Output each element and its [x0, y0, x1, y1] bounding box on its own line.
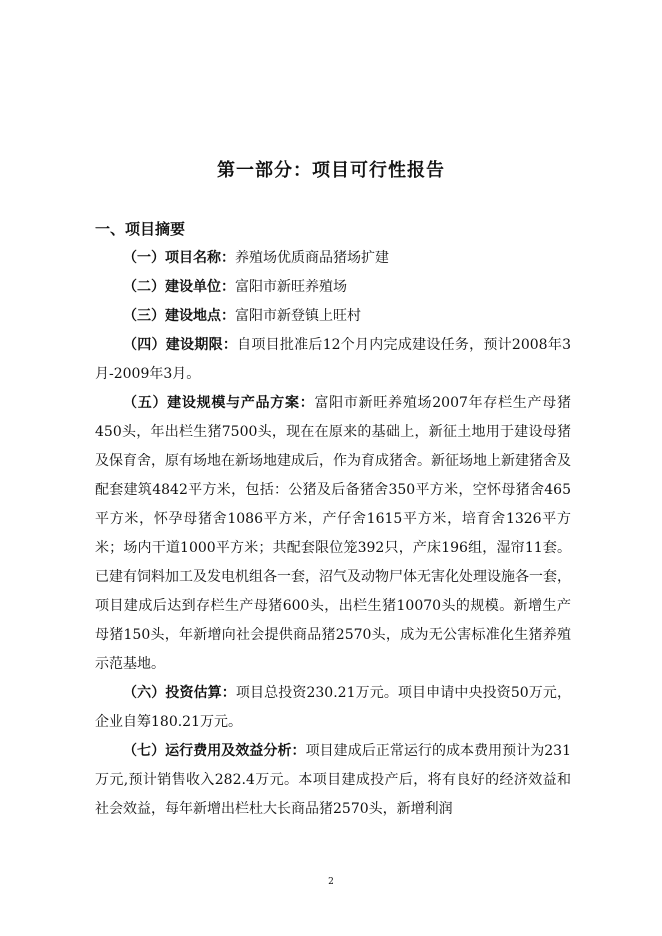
item-label: （六）投资估算：: [123, 685, 236, 701]
item-label: （四）建设期限：: [123, 337, 238, 353]
item-label: （五）建设规模与产品方案：: [123, 395, 315, 411]
item-text: 富阳市新旺养殖场2007年存栏生产母猪450头，年出栏生猪7500头，现在在原来的基础上，新征土地用于建设母猪及保育舍，原有场地在新场地建成后，作为育成猪舍。新征场地上新建猪舍及配套建筑4842平方米，包括：公猪及后备猪舍350平方米，空怀母猪舍465平方米，怀孕母猪舍1086平方米，产仔舍1615平方米，培育舍1326平方米；场内干道1000平方米；共配套限位笼392只，产床196组，湿帘11套。已建有饲料加工及发电机组各一套，沼气及动物尸体无害化处理设施各一套，项目建成后达到存栏生产母猪600头，出栏生猪10070头的规模。新增生产母猪150头，年新增向社会提供商品猪2570头，成为无公害标准化生猪养殖示范基地。: [95, 395, 571, 672]
page-title: 第一部分：项目可行性报告: [217, 160, 445, 181]
item-text: 自项目批准后12个月内完成建设任务，预计2008年3月-2009年3月。: [95, 337, 571, 382]
paragraph-project-name: [95, 244, 571, 273]
item-label: （三）建设地点：: [123, 308, 235, 324]
paragraph-construction-site: [95, 302, 571, 331]
paragraph-investment-estimate: [95, 679, 571, 737]
paragraph-cost-benefit-analysis: [95, 737, 571, 824]
section-heading: 一、项目摘要: [95, 220, 186, 238]
page-number: 2: [328, 877, 334, 887]
item-text: 项目建成后正常运行的成本费用预计为231万元,预计销售收入282.4万元。本项目建成投产后，将有良好的经济效益和社会效益，每年新增出栏杜大长商品猪2570头，新增利润: [95, 743, 572, 817]
item-label: （七）运行费用及效益分析：: [123, 743, 306, 759]
paragraph-construction-period: [95, 331, 571, 389]
item-text: 项目总投资230.21万元。项目申请中央投资50万元，企业自筹180.21万元。: [95, 685, 571, 730]
item-label: （二）建设单位：: [123, 279, 235, 295]
document-body: [95, 244, 571, 824]
item-label: （一）项目名称：: [123, 250, 235, 266]
paragraph-scale-and-products: [95, 389, 571, 679]
paragraph-construction-unit: [95, 273, 571, 302]
item-text: 养殖场优质商品猪场扩建: [235, 250, 389, 266]
item-text: 富阳市新登镇上旺村: [235, 308, 361, 324]
item-text: 富阳市新旺养殖场: [235, 279, 347, 295]
